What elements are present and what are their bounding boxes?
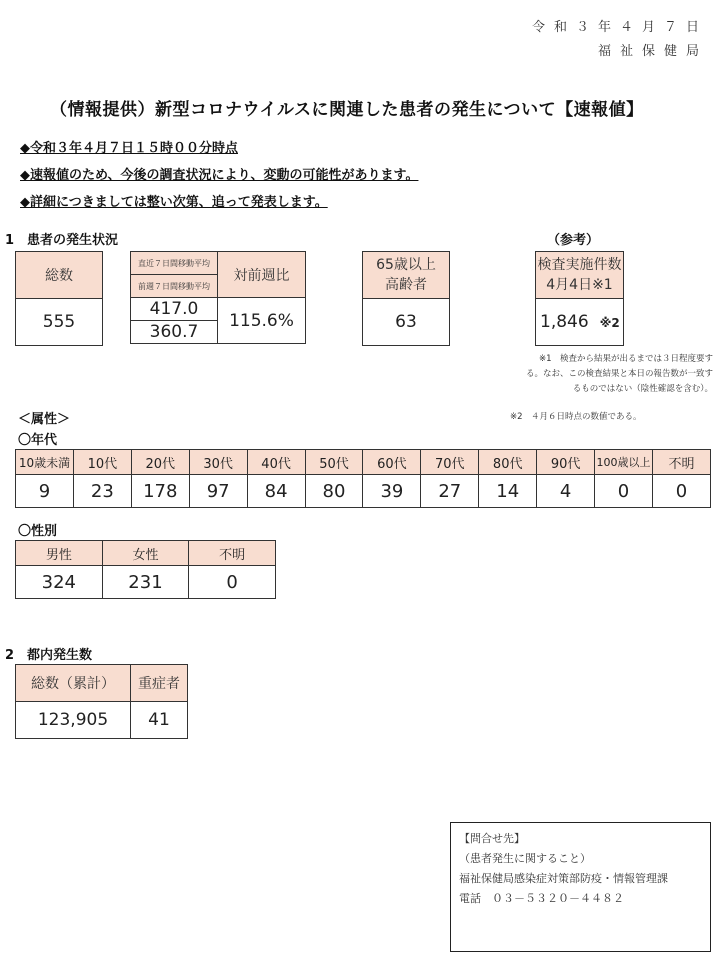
previous-average-value: 360.7 (131, 321, 218, 344)
age-value-100plus: 0 (595, 475, 653, 508)
contact-heading: 【問合せ先】 (459, 832, 525, 845)
age-header-50s: 50代 (305, 450, 363, 475)
contact-department: 福祉保健局感染症対策部防疫・情報管理課 (459, 872, 668, 885)
age-heading: 〇年代 (18, 433, 58, 448)
age-header-30s: 30代 (189, 450, 247, 475)
gender-value-male: 324 (16, 566, 103, 599)
age-header-100plus: 100歳以上 (595, 450, 653, 475)
gender-header-unknown: 不明 (189, 541, 276, 566)
age-header-under10: 10歳未満 (16, 450, 74, 475)
total-label: 総数 (16, 252, 103, 299)
section-patient-status-heading: 1 患者の発生状況 (5, 233, 119, 248)
test-count-label-line2: 4月4日※1 (546, 277, 613, 293)
age-header-20s: 20代 (131, 450, 189, 475)
severe-value: 41 (131, 702, 188, 739)
gender-header-female: 女性 (102, 541, 189, 566)
elderly-label (363, 252, 450, 299)
department-name: 福祉保健局 (597, 44, 708, 59)
age-value-under10: 9 (16, 475, 74, 508)
reference-table (535, 251, 624, 346)
recent-average-value: 417.0 (131, 298, 218, 321)
gender-value-female: 231 (102, 566, 189, 599)
previous-average-label: 前週７日間移動平均 (131, 275, 218, 298)
note1-line3: るものではない（陰性確認を含む）。 (572, 384, 713, 394)
age-value-30s: 97 (189, 475, 247, 508)
age-value-70s: 27 (421, 475, 479, 508)
attributes-heading: ＜属性＞ (18, 412, 71, 427)
age-header-80s: 80代 (479, 450, 537, 475)
age-value-20s: 178 (131, 475, 189, 508)
section-tokyo-cases-heading: 2 都内発生数 (5, 648, 93, 663)
age-value-unknown: 0 (652, 475, 710, 508)
test-count-label-line1: 検査実施件数 (537, 257, 622, 273)
age-value-90s: 4 (537, 475, 595, 508)
test-count-cell (536, 299, 624, 346)
note1-line2: る。なお、この検査結果と本日の報告数が一致す (525, 369, 713, 379)
age-value-50s: 80 (305, 475, 363, 508)
note1-line1: ※1 検査から結果が出るまでは３日程度要す (538, 354, 713, 364)
test-count-label (536, 252, 624, 299)
age-value-10s: 23 (73, 475, 131, 508)
week-ratio-value: 115.6% (218, 298, 306, 344)
notice-timestamp: ◆令和３年４月７日１５時００分時点 (20, 141, 238, 156)
age-header-90s: 90代 (537, 450, 595, 475)
contact-phone: 電話 ０３－５３２０－４４８２ (459, 892, 624, 905)
elderly-label-line1: 65歳以上 (376, 257, 436, 273)
age-header-70s: 70代 (421, 450, 479, 475)
age-header-10s: 10代 (73, 450, 131, 475)
total-value: 555 (16, 299, 103, 346)
page-title: （情報提供）新型コロナウイルスに関連した患者の発生について【速報値】 (50, 100, 644, 120)
age-header-unknown: 不明 (652, 450, 710, 475)
tokyo-cases-table (15, 664, 188, 739)
age-value-40s: 84 (247, 475, 305, 508)
gender-header-male: 男性 (16, 541, 103, 566)
test-count-value: 1,846 (540, 312, 589, 332)
issue-date: 令和３年４月７日 (531, 20, 708, 35)
total-table (15, 251, 103, 346)
note2: ※2 ４月６日時点の数値である。 (510, 412, 642, 422)
notice-details: ◆詳細につきましては整い次第、追って発表します。 (20, 195, 328, 210)
cumulative-total-value: 123,905 (16, 702, 131, 739)
age-value-80s: 14 (479, 475, 537, 508)
note2-mark: ※2 (599, 316, 620, 330)
notice-preliminary: ◆速報値のため、今後の調査状況により、変動の可能性があります。 (20, 168, 419, 183)
age-header-40s: 40代 (247, 450, 305, 475)
week-ratio-label: 対前週比 (218, 252, 306, 298)
gender-value-unknown: 0 (189, 566, 276, 599)
contact-box (450, 822, 711, 952)
age-value-60s: 39 (363, 475, 421, 508)
reference-heading: （参考） (547, 233, 600, 248)
contact-subject: （患者発生に関すること） (459, 852, 591, 865)
note1 (508, 352, 713, 397)
age-header-60s: 60代 (363, 450, 421, 475)
severe-label: 重症者 (131, 665, 188, 702)
moving-average-table (130, 251, 306, 344)
gender-heading: 〇性別 (18, 524, 58, 539)
elderly-table (362, 251, 450, 346)
cumulative-total-label: 総数（累計） (16, 665, 131, 702)
recent-average-label: 直近７日間移動平均 (131, 252, 218, 275)
gender-table (15, 540, 276, 599)
elderly-label-line2: 高齢者 (385, 277, 427, 293)
age-table (15, 449, 711, 508)
elderly-value: 63 (363, 299, 450, 346)
